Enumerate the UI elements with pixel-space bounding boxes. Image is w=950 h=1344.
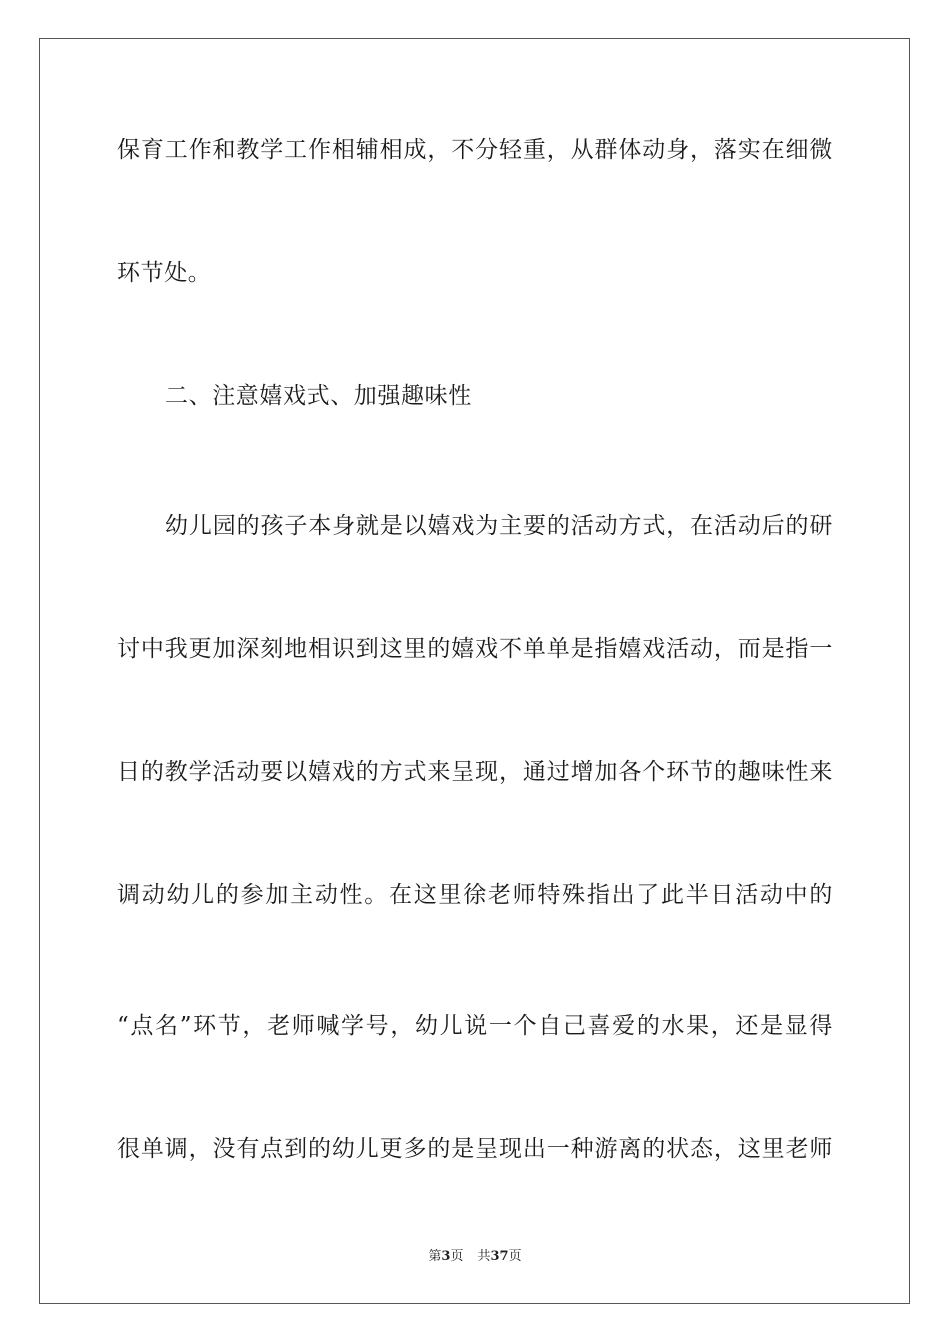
body-text-line-5: 讨中我更加深刻地相识到这里的嬉戏不单单是指嬉戏活动，而是指一	[117, 636, 833, 662]
body-text-line-4: 幼儿园的孩子本身就是以嬉戏为主要的活动方式，在活动后的研	[165, 513, 833, 539]
section-heading: 二、注意嬉戏式、加强趣味性	[165, 383, 472, 409]
page-border	[39, 38, 910, 1304]
total-prefix: 共	[477, 1249, 491, 1264]
body-text-line-2: 环节处。	[117, 260, 212, 286]
page-number: 3	[441, 1249, 451, 1264]
body-text-line-9: 很单调，没有点到的幼儿更多的是呈现出一种游离的状态，这里老师	[117, 1136, 833, 1162]
total-suffix: 页	[508, 1249, 522, 1264]
page-footer	[0, 1248, 950, 1266]
body-text-line-8: “点名”环节，老师喊学号，幼儿说一个自己喜爱的水果，还是显得	[117, 1013, 833, 1039]
total-pages: 37	[490, 1249, 509, 1264]
body-text-line-1: 保育工作和教学工作相辅相成，不分轻重，从群体动身，落实在细微	[117, 137, 833, 163]
page-suffix: 页	[450, 1249, 464, 1264]
body-text-line-6: 日的教学活动要以嬉戏的方式来呈现，通过增加各个环节的趣味性来	[117, 759, 833, 785]
body-text-line-7: 调动幼儿的参加主动性。在这里徐老师特殊指出了此半日活动中的	[117, 882, 833, 908]
page-prefix: 第	[428, 1249, 442, 1264]
